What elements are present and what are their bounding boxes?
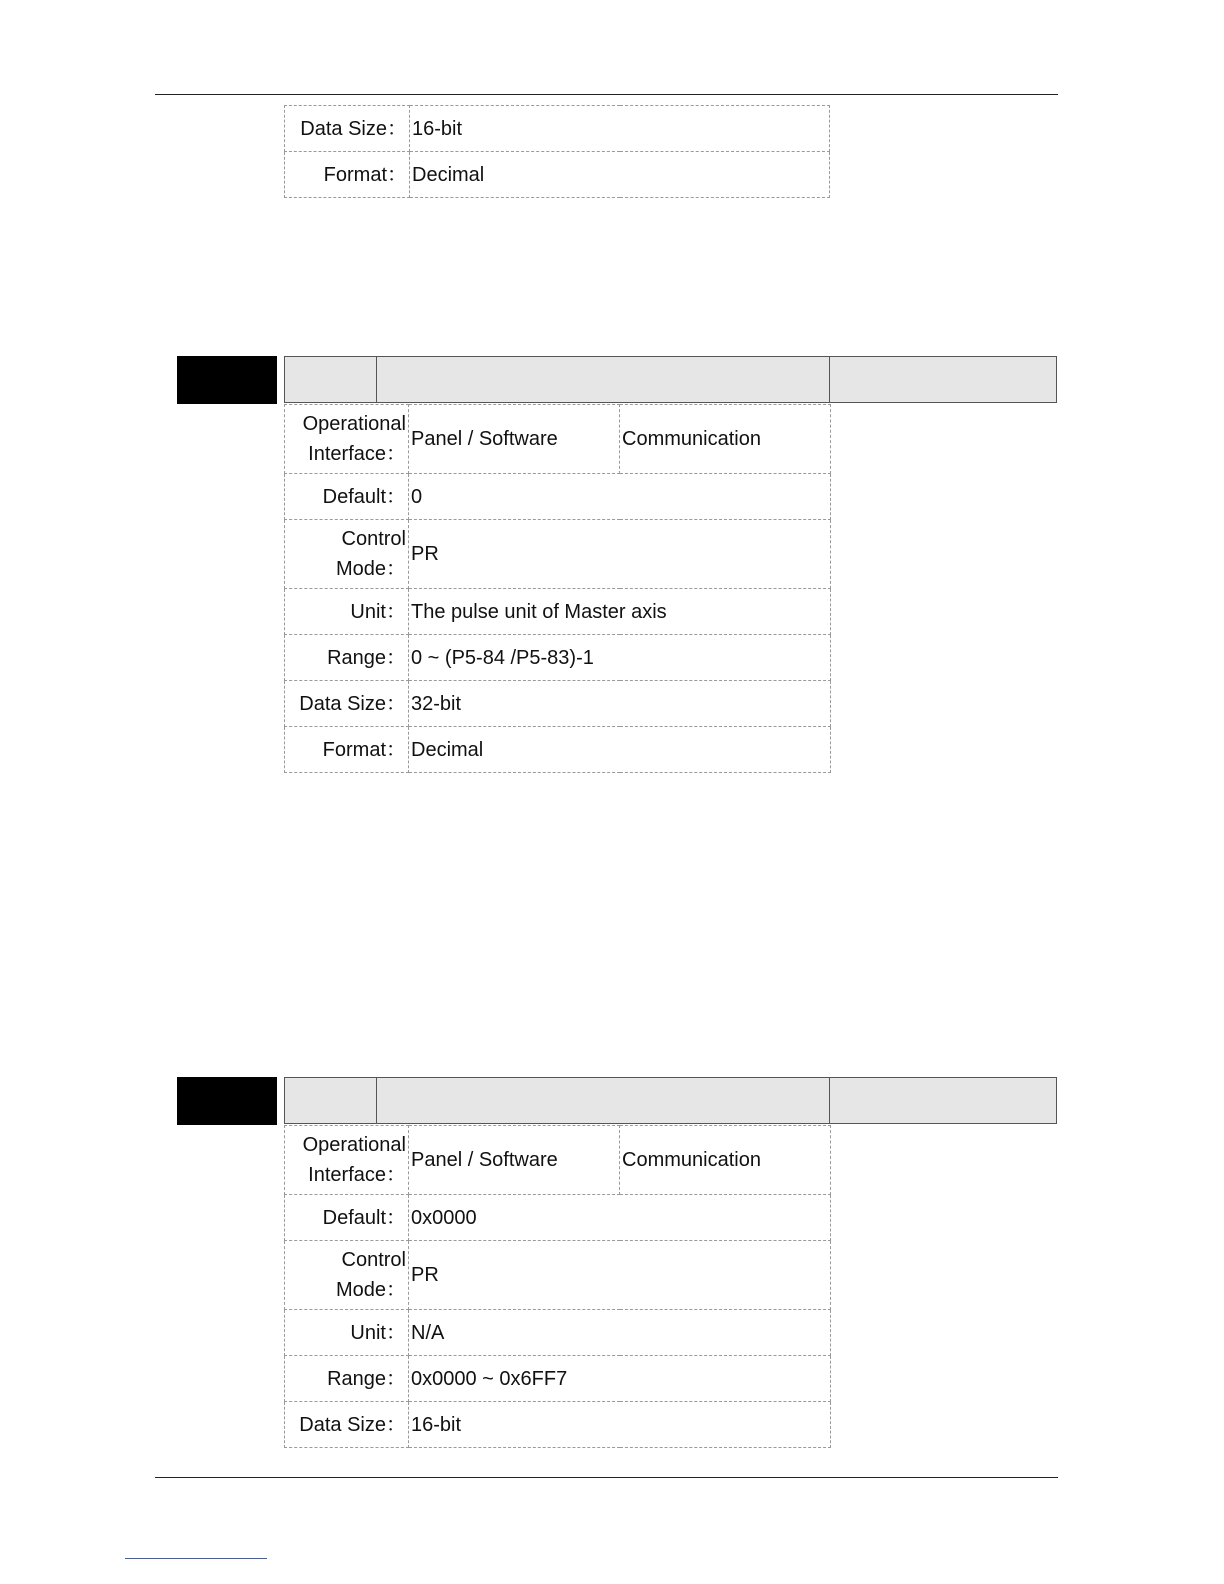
range-value: 0x0000 ~ 0x6FF7: [409, 1356, 831, 1402]
interface-label: [285, 405, 409, 474]
interface-label: [285, 1126, 409, 1195]
format-value: Decimal: [410, 152, 830, 198]
param-code-block: [177, 356, 277, 404]
data-size-value: 16-bit: [410, 106, 830, 152]
interface-comm-value: Communication: [620, 405, 831, 474]
interface-comm-value: Communication: [620, 1126, 831, 1195]
footer-link-underline[interactable]: [125, 1558, 267, 1559]
data-size-label: Data Size：: [285, 106, 410, 152]
interface-panel-value: Panel / Software: [409, 1126, 620, 1195]
table-row: [285, 152, 830, 198]
data-size-label: Data Size：: [285, 681, 409, 727]
table-row: [285, 106, 830, 152]
table-row: [285, 405, 831, 474]
table-row: [285, 1241, 831, 1310]
param-code-block: [177, 1077, 277, 1125]
data-size-label: Data Size：: [285, 1402, 409, 1448]
unit-label: Unit：: [285, 589, 409, 635]
unit-value: The pulse unit of Master axis: [409, 589, 831, 635]
unit-label: Unit：: [285, 1310, 409, 1356]
format-label: Format：: [285, 152, 410, 198]
table-row: [285, 1356, 831, 1402]
unit-value: N/A: [409, 1310, 831, 1356]
param-table-1: [284, 404, 831, 773]
label-line: Control: [341, 528, 406, 550]
label-line: Interface：: [308, 1164, 406, 1186]
format-label: Format：: [285, 727, 409, 773]
footer-rule: [155, 1477, 1058, 1478]
data-size-value: 32-bit: [409, 681, 831, 727]
table-row: [285, 589, 831, 635]
label-line: Mode：: [335, 1279, 406, 1301]
header-rule: [155, 94, 1058, 95]
table-row: [285, 1310, 831, 1356]
table-row: [285, 474, 831, 520]
table-row: [285, 1402, 831, 1448]
label-line: Operational: [302, 1134, 406, 1156]
label-line: Control: [341, 1249, 406, 1271]
label-line: Mode：: [335, 558, 406, 580]
default-label: Default：: [285, 1195, 409, 1241]
range-value: 0 ~ (P5-84 /P5-83)-1: [409, 635, 831, 681]
table-row: [285, 681, 831, 727]
param-header-bar: [284, 356, 1057, 403]
control-mode-value: PR: [409, 1241, 831, 1310]
range-label: Range：: [285, 635, 409, 681]
table-row: [285, 635, 831, 681]
table-row: [285, 1126, 831, 1195]
header-divider: [376, 357, 377, 402]
default-value: 0: [409, 474, 831, 520]
control-mode-value: PR: [409, 520, 831, 589]
table-row: [285, 520, 831, 589]
header-divider: [829, 357, 830, 402]
param-table-2: [284, 1125, 831, 1448]
format-value: Decimal: [409, 727, 831, 773]
header-divider: [829, 1078, 830, 1123]
default-value: 0x0000: [409, 1195, 831, 1241]
header-divider: [376, 1078, 377, 1123]
label-line: Operational: [302, 413, 406, 435]
interface-panel-value: Panel / Software: [409, 405, 620, 474]
range-label: Range：: [285, 1356, 409, 1402]
label-line: Interface：: [308, 443, 406, 465]
param-header-bar: [284, 1077, 1057, 1124]
control-mode-label: [285, 520, 409, 589]
default-label: Default：: [285, 474, 409, 520]
control-mode-label: [285, 1241, 409, 1310]
data-size-value: 16-bit: [409, 1402, 831, 1448]
table-row: [285, 727, 831, 773]
table-row: [285, 1195, 831, 1241]
top-param-table: [284, 105, 830, 198]
